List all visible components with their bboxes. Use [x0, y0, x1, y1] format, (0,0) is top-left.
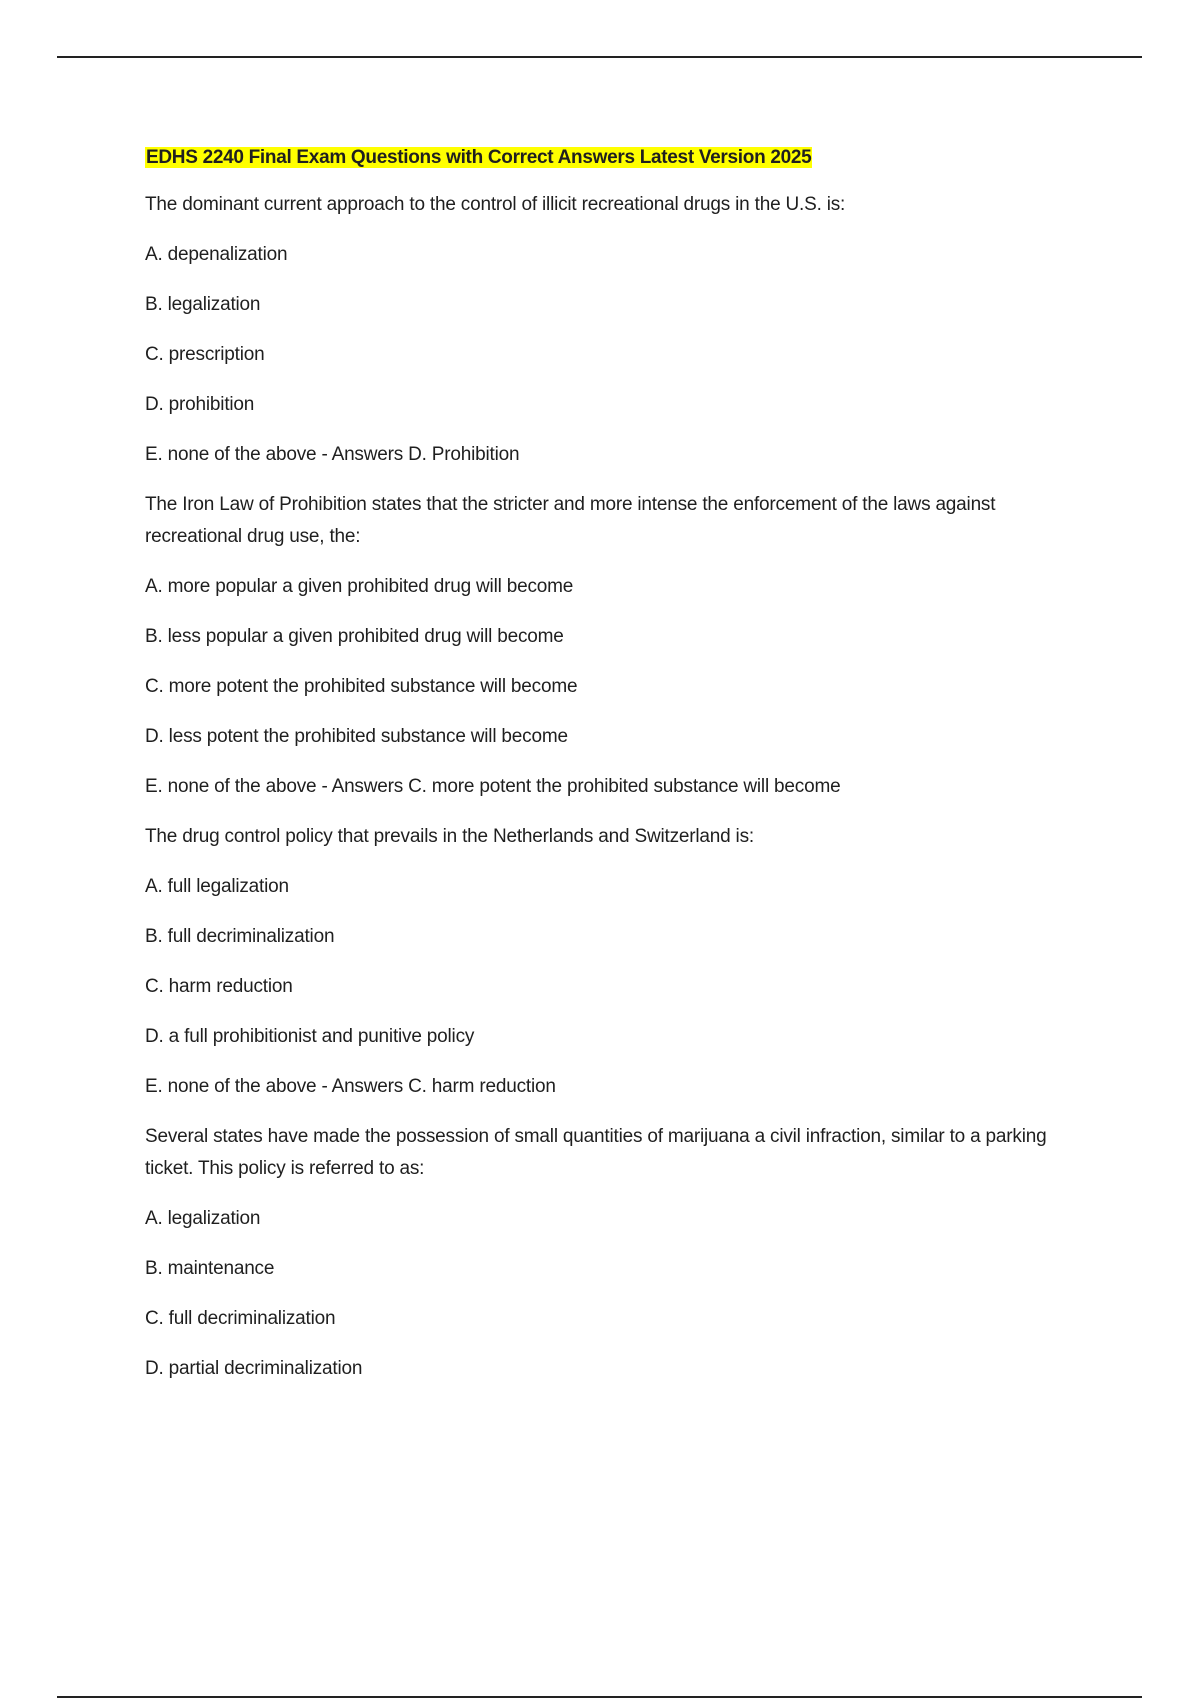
question-4-option-c: C. full decriminalization [145, 1308, 336, 1329]
question-2-stem: The Iron Law of Prohibition states that the stricter and more intense the enforcement of the laws against recreational drug use, the: [145, 494, 996, 547]
question-4-option-b: B. maintenance [145, 1258, 275, 1279]
question-4-option-d: D. partial decriminalization [145, 1358, 363, 1379]
question-3-option-e-answer: E. none of the above - Answers C. harm reduction [145, 1076, 556, 1097]
question-3-option-b: B. full decriminalization [145, 926, 335, 947]
question-2-option-e-answer: E. none of the above - Answers C. more potent the prohibited substance will become [145, 776, 841, 797]
document-body [145, 144, 1075, 1403]
question-1-option-a: A. depenalization [145, 244, 288, 265]
question-1-option-c: C. prescription [145, 344, 265, 365]
question-2-option-d: D. less potent the prohibited substance will become [145, 726, 568, 747]
question-2-option-a: A. more popular a given prohibited drug will become [145, 576, 574, 597]
question-1-option-b: B. legalization [145, 294, 261, 315]
question-3-stem: The drug control policy that prevails in the Netherlands and Switzerland is: [145, 826, 754, 847]
question-2-option-c: C. more potent the prohibited substance will become [145, 676, 578, 697]
document-title [145, 144, 1075, 172]
question-3-option-c: C. harm reduction [145, 976, 293, 997]
question-4-option-a: A. legalization [145, 1208, 261, 1229]
question-3-option-a: A. full legalization [145, 876, 289, 897]
question-4-stem: Several states have made the possession of small quantities of marijuana a civil infraction, similar to a parking ticket. This policy is referred to as: [145, 1126, 1047, 1179]
question-1-option-d: D. prohibition [145, 394, 255, 415]
question-3-option-d: D. a full prohibitionist and punitive policy [145, 1026, 475, 1047]
header-rule [57, 56, 1142, 58]
question-2-option-b: B. less popular a given prohibited drug will become [145, 626, 564, 647]
document-title-text: EDHS 2240 Final Exam Questions with Correct Answers Latest Version 2025 [146, 147, 812, 168]
question-1-stem: The dominant current approach to the control of illicit recreational drugs in the U.S. is: [145, 194, 846, 215]
footer-rule [57, 1696, 1142, 1698]
question-1-option-e-answer: E. none of the above - Answers D. Prohibition [145, 444, 520, 465]
